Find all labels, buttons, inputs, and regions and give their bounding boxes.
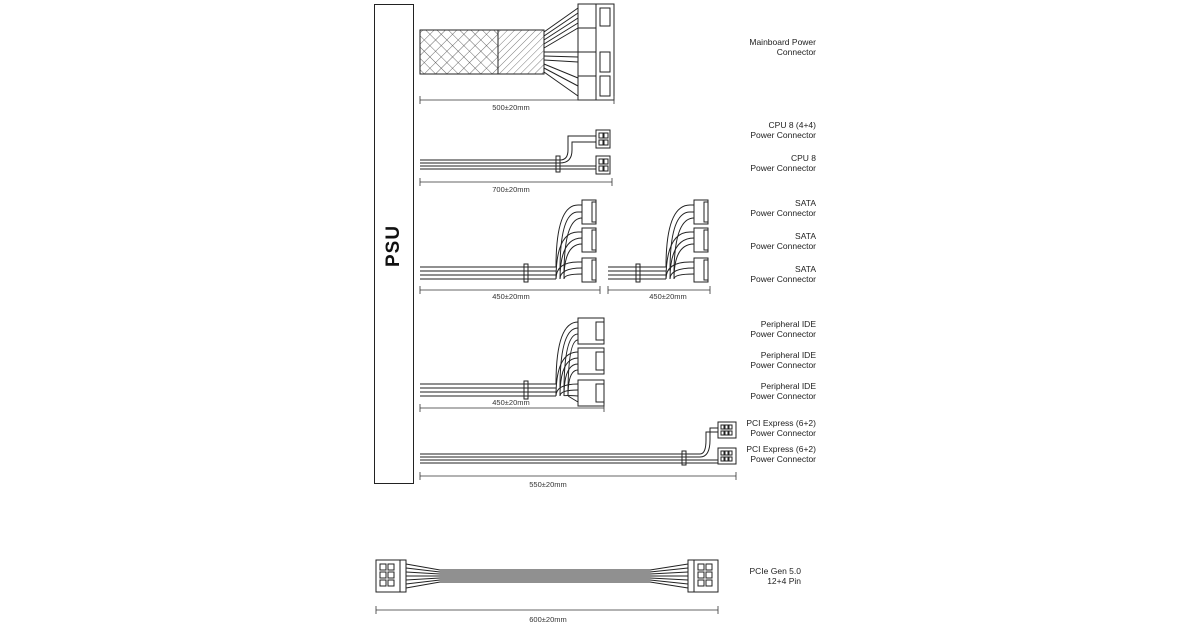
sata-cable-a bbox=[420, 200, 596, 282]
length-sata-b: 450±20mm bbox=[649, 292, 687, 301]
label-sata-1: SATA Power Connector bbox=[750, 198, 816, 218]
dim-line-pcie-gen5 bbox=[376, 606, 718, 614]
label-mainboard: Mainboard Power Connector bbox=[749, 37, 816, 57]
length-mainboard: 500±20mm bbox=[492, 103, 530, 112]
cpu-cable bbox=[420, 130, 610, 174]
psu-label: PSU bbox=[383, 224, 404, 268]
label-ide-2: Peripheral IDE Power Connector bbox=[750, 350, 816, 370]
label-ide-3: Peripheral IDE Power Connector bbox=[750, 381, 816, 401]
label-pcie-1: PCI Express (6+2) Power Connector bbox=[746, 418, 816, 438]
label-cpu-8: CPU 8 Power Connector bbox=[750, 153, 816, 173]
label-sata-3: SATA Power Connector bbox=[750, 264, 816, 284]
length-ide: 450±20mm bbox=[492, 398, 530, 407]
dim-line-pcie bbox=[420, 472, 736, 480]
length-sata-a: 450±20mm bbox=[492, 292, 530, 301]
label-pcie-gen5: PCIe Gen 5.0 12+4 Pin bbox=[749, 566, 801, 586]
length-pcie-gen5: 600±20mm bbox=[529, 615, 567, 624]
mainboard-cable bbox=[420, 4, 614, 100]
label-cpu-4plus4: CPU 8 (4+4) Power Connector bbox=[750, 120, 816, 140]
length-cpu: 700±20mm bbox=[492, 185, 530, 194]
label-ide-1: Peripheral IDE Power Connector bbox=[750, 319, 816, 339]
ide-cable bbox=[420, 318, 604, 406]
label-pcie-2: PCI Express (6+2) Power Connector bbox=[746, 444, 816, 464]
length-pcie: 550±20mm bbox=[529, 480, 567, 489]
label-sata-2: SATA Power Connector bbox=[750, 231, 816, 251]
